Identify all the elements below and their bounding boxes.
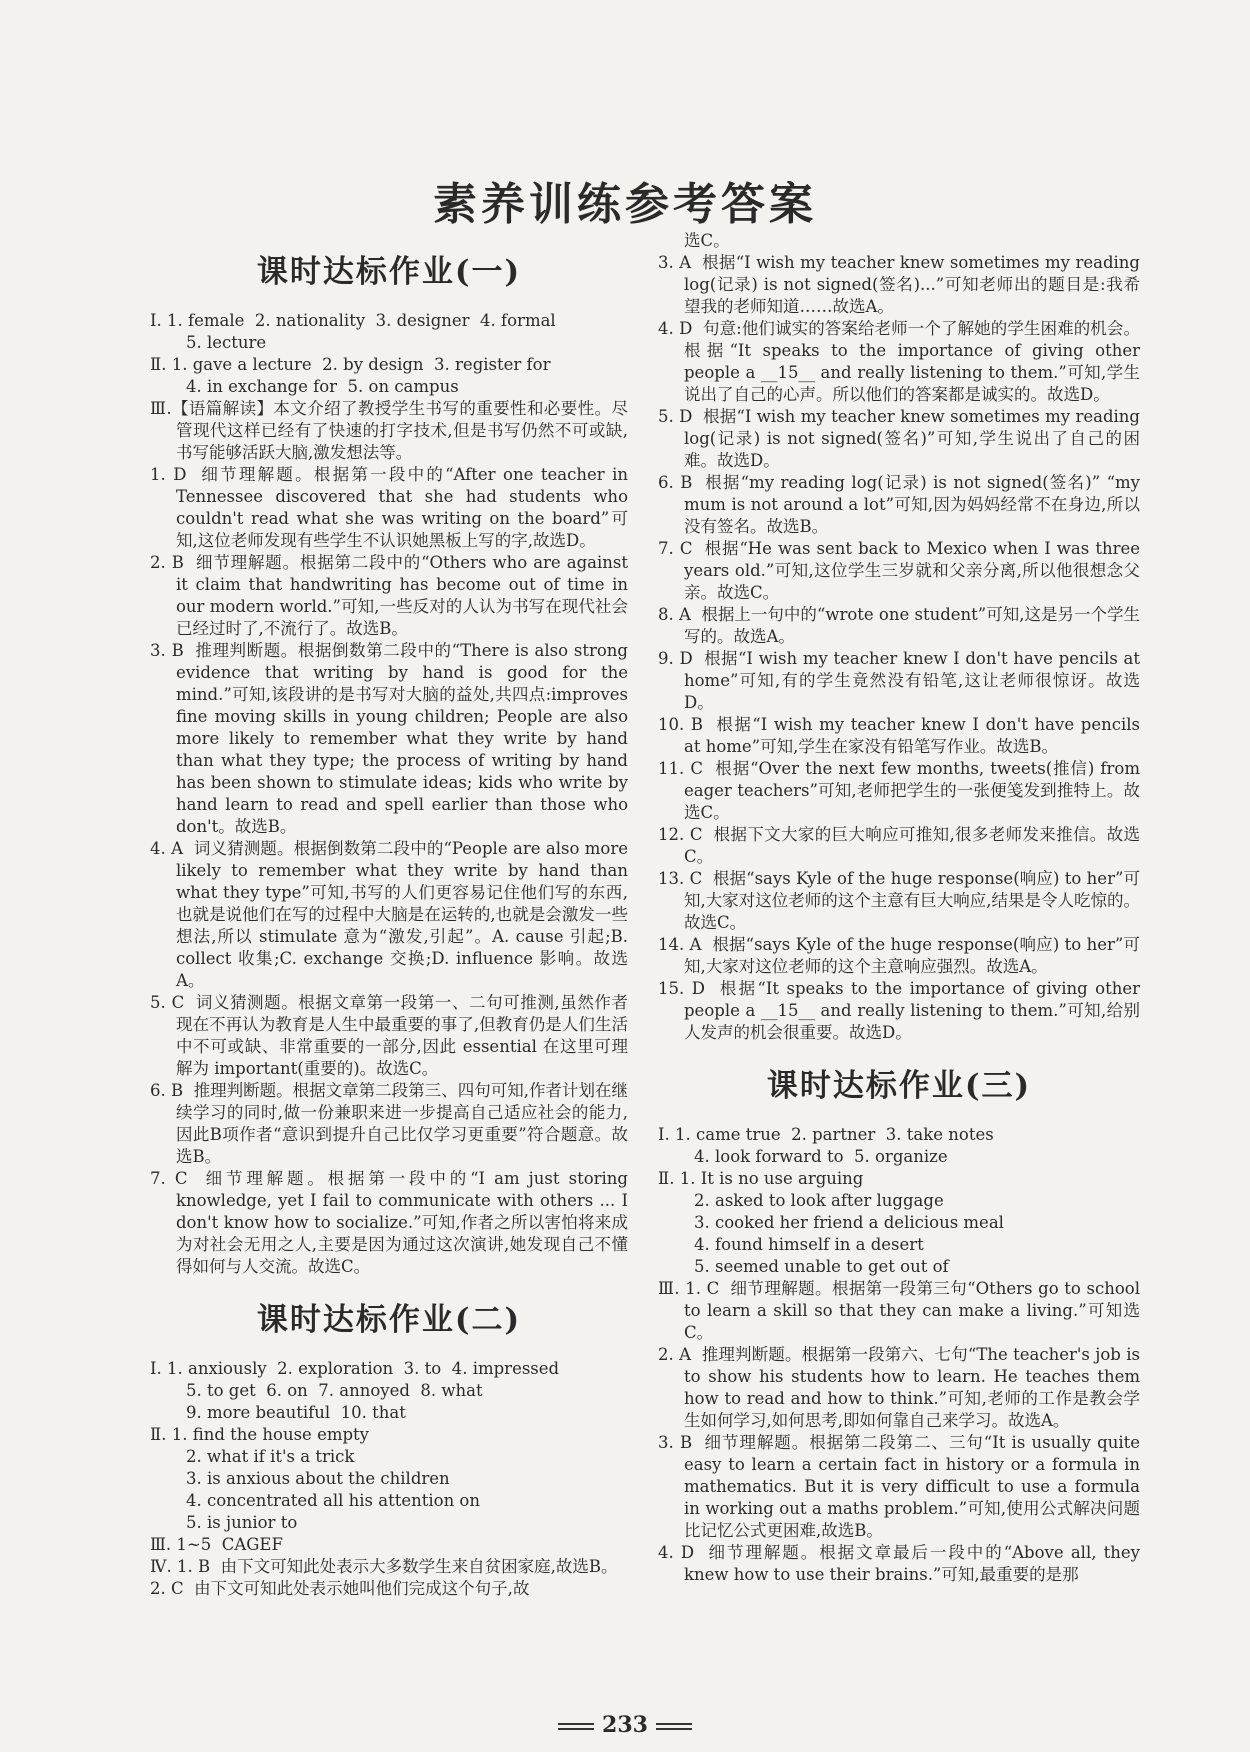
answer-paragraph: Ⅳ. 1. B 由下文可知此处表示大多数学生来自贫困家庭,故选B。 (150, 1557, 618, 1576)
section-title-1: 课时达标作业(一) (256, 254, 522, 290)
answer-line: 5. seemed unable to get out of (694, 1257, 949, 1276)
answer-line: Ⅱ. 1. find the house empty (150, 1425, 369, 1444)
right-column (658, 230, 1146, 1586)
answer-paragraph: Ⅲ.【语篇解读】本文介绍了教授学生书写的重要性和必要性。尽管现代这样已经有了快速的打字技术,但是书写仍然不可或缺,书写能够活跃大脑,激发想法等。 (150, 399, 628, 462)
answer-line: 2. what if it's a trick (186, 1447, 355, 1466)
footer-rule-right (656, 1723, 692, 1730)
answer-line: 4. look forward to 5. organize (694, 1147, 948, 1166)
answer-paragraph: 2. A 推理判断题。根据第一段第六、七句“The teacher's job is to show his students how to learn. He teaches them how to read and how to think.”可知,老师的工作是教会学生如何学习,如何思考,即如何靠自己来学习。故选A。 (658, 1345, 1146, 1430)
answer-paragraph: 2. B 细节理解题。根据第二段中的“Others who are against it claim that handwriting has become out of time in our modern world.”可知,一些反对的人认为书写在现代社会已经过时了,不流行了。故选B。 (150, 553, 634, 638)
section-1-answers (150, 310, 634, 1278)
answer-paragraph: 3. B 推理判断题。根据倒数第二段中的“There is also strong evidence that writing by hand is good for the mind.”可知,该段讲的是书写对大脑的益处,共四点:improves fine moving skills in young children; People are also more likely to remember what they write by hand than what they type; the process of writing by hand has been shown to stimulate ideas; kids who write by hand learn to read and spell earlier than those who don't。故选B。 (150, 641, 634, 836)
left-column (150, 230, 634, 1600)
answer-paragraph: 11. C 根据“Over the next few months, tweets(推信) from eager teachers”可知,老师把学生的一张便笺发到推特上。故选C。 (658, 759, 1146, 822)
answer-paragraph: 9. D 根据“I wish my teacher knew I don't have pencils at home”可知,有的学生竟然没有铅笔,这让老师很惊讶。故选D。 (658, 649, 1146, 712)
section-2-answers-continued (658, 230, 1146, 1044)
answer-line: Ⅱ. 1. gave a lecture 2. by design 3. register for (150, 355, 551, 374)
answer-paragraph: 8. A 根据上一句中的“wrote one student”可知,这是另一个学生写的。故选A。 (658, 605, 1140, 646)
answer-line: Ⅰ. 1. anxiously 2. exploration 3. to 4. impressed (150, 1359, 560, 1378)
answer-line: 4. in exchange for 5. on campus (186, 377, 459, 396)
section-2-answers (150, 1358, 628, 1600)
answer-paragraph: 13. C 根据“says Kyle of the huge response(响应) to her”可知,大家对这位老师的这个主意有巨大响应,结果是令人吃惊的。故选C。 (658, 869, 1140, 932)
answer-paragraph: Ⅲ. 1. C 细节理解题。根据第一段第三句“Others go to school to learn a skill so that they can make a living.”可知选C。 (658, 1279, 1146, 1342)
answer-paragraph: 7. C 根据“He was sent back to Mexico when I was three years old.”可知,这位学生三岁就和父亲分离,所以他很想念父亲。故选C。 (658, 539, 1146, 602)
answer-line: 5. is junior to (186, 1513, 298, 1532)
answer-paragraph: 14. A 根据“says Kyle of the huge response(响应) to her”可知,大家对这位老师的这个主意响应强烈。故选A。 (658, 935, 1140, 976)
answer-paragraph: 1. D 细节理解题。根据第一段中的“After one teacher in Tennessee discovered that she had students who couldn't read what she was writing on the board”可知,这位老师发现有些学生不认识她黑板上写的字,故选D。 (150, 465, 634, 550)
answer-line: 3. is anxious about the children (186, 1469, 450, 1488)
answer-paragraph: 4. D 句意:他们诚实的答案给老师一个了解她的学生困难的机会。根据“It speaks to the importance of giving other people a __15__ and really listening to them.”可知,学生说出了自己的心声。所以他们的答案都是诚实的。故选D。 (658, 319, 1146, 404)
answer-line: 4. found himself in a desert (694, 1235, 924, 1254)
answer-paragraph: 5. D 根据“I wish my teacher knew sometimes my reading log(记录) is not signed(签名)”可知,学生说出了自己的困难。故选D。 (658, 407, 1146, 470)
answer-paragraph: 5. C 词义猜测题。根据文章第一段第一、二句可推测,虽然作者现在不再认为教育是人生中最重要的事了,但教育仍是人们生活中不可或缺、非常重要的一部分,因此 essential 在这里可理解为 important(重要的)。故选C。 (150, 993, 628, 1078)
section-title-2: 课时达标作业(二) (256, 1302, 522, 1338)
answer-line: 4. concentrated all his attention on (186, 1491, 480, 1510)
page-number (0, 1712, 1250, 1738)
section-title-3: 课时达标作业(三) (766, 1068, 1032, 1104)
answer-line: Ⅰ. 1. female 2. nationality 3. designer 4. formal (150, 311, 556, 330)
answer-line: 2. asked to look after luggage (694, 1191, 944, 1210)
answer-line: 5. to get 6. on 7. annoyed 8. what (186, 1381, 483, 1400)
answer-paragraph: 2. C 由下文可知此处表示她叫他们完成这个句子,故 (150, 1579, 530, 1598)
page-number-text: 233 (602, 1712, 648, 1738)
answer-line: 9. more beautiful 10. that (186, 1403, 406, 1422)
answer-line: Ⅱ. 1. It is no use arguing (658, 1169, 864, 1188)
answer-line: 3. cooked her friend a delicious meal (694, 1213, 1004, 1232)
answer-line: Ⅲ. 1~5 CAGEF (150, 1535, 283, 1554)
section-3-answers (658, 1124, 1146, 1586)
answer-line: 选C。 (684, 231, 730, 250)
page-title: 素养训练参考答案 (433, 179, 817, 230)
answer-line: 5. lecture (186, 333, 267, 352)
answer-paragraph: 4. D 细节理解题。根据文章最后一段中的“Above all, they knew how to use their brains.”可知,最重要的是那 (658, 1543, 1146, 1584)
footer-rule-left (558, 1723, 594, 1730)
answer-paragraph: 6. B 根据“my reading log(记录) is not signed(签名)” “my mum is not around a lot”可知,因为妈妈经常不在身边,所以没有签名。故选B。 (658, 473, 1146, 536)
answer-line: Ⅰ. 1. came true 2. partner 3. take notes (658, 1125, 994, 1144)
answer-paragraph: 3. B 细节理解题。根据第二段第二、三句“It is usually quite easy to learn a certain fact in history or a formula in mathematics. But it is very difficult to use a formula in working out a maths problem.”可知,使用公式解决问题比记忆公式更困难,故选B。 (658, 1433, 1146, 1540)
answer-paragraph: 10. B 根据“I wish my teacher knew I don't have pencils at home”可知,学生在家没有铅笔写作业。故选B。 (658, 715, 1146, 756)
answer-paragraph: 7. C 细节理解题。根据第一段中的“I am just storing knowledge, yet I fail to communicate with others ... I don't know how to socialize.”可知,作者之所以害怕将来成为对社会无用之人,主要是因为通过这次演讲,她发现自己不懂得如何与人交流。故选C。 (150, 1169, 634, 1276)
answer-paragraph: 12. C 根据下文大家的巨大响应可推知,很多老师发来推信。故选C。 (658, 825, 1140, 866)
answer-paragraph: 4. A 词义猜测题。根据倒数第二段中的“People are also more likely to remember what they write by hand than what they type”可知,书写的人们更容易记住他们写的东西,也就是说他们在写的过程中大脑是在运转的,也就是会激发一些想法,所以 stimulate 意为“激发,引起”。A. cause 引起;B. collect 收集;C. exchange 交换;D. influence 影响。故选A。 (150, 839, 634, 990)
answer-paragraph: 15. D 根据“It speaks to the importance of giving other people a __15__ and really listening to them.”可知,给别人发声的机会很重要。故选D。 (658, 979, 1146, 1042)
answer-paragraph: 3. A 根据“I wish my teacher knew sometimes my reading log(记录) is not signed(签名)...”可知老师出的题目是:我希望我的老师知道……故选A。 (658, 253, 1146, 316)
answer-paragraph: 6. B 推理判断题。根据文章第二段第三、四句可知,作者计划在继续学习的同时,做一份兼职来进一步提高自己适应社会的能力,因此B项作者“意识到提升自己比仅学习更重要”符合题意。故选B。 (150, 1081, 628, 1166)
